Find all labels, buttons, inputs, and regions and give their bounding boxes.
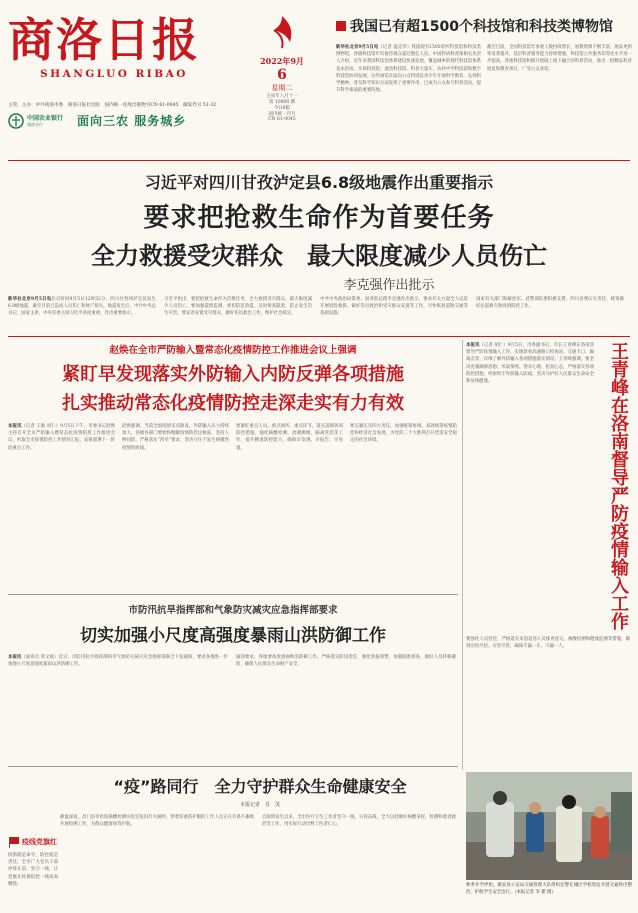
masthead-title-en: SHANGLUO RIBAO	[40, 68, 188, 80]
epidemic-body3: 要紧盯重点人员、重点场所、重点环节，落实落细各项防控措施，强化核酸检测、流调溯源、隔离管控等工作，提升精准防控能力，确保早发现、早报告、早处置。	[236, 424, 343, 451]
date-footnote1: 国内统一刊号	[268, 112, 296, 117]
lead-body1: 北京时间9月5日12时52分，四川甘孜州泸定县发生6.8级地震，截至目前已造成人员伤亡和财产损失。地震发生后，中共中央总书记、国家主席、中央军委主席习近平高度重视，作出重要指示。	[8, 297, 156, 317]
traffic-police-photo	[466, 772, 632, 880]
flood-headline: 切实加强小尺度高强度暴雨山洪防御工作	[80, 626, 386, 646]
top-story-headline: 我国已有超1500个科技馆和科技类博物馆	[350, 19, 613, 35]
epidemic2-body1: 静谧深夜，昌门县市医院核酸检测实验室依旧灯火通明，穿着厚重防护服的工作人员正在有条不紊地开展检测工作，为群众健康保驾护航。	[60, 815, 254, 828]
party-flag-icon	[8, 836, 20, 848]
party-sidebar	[8, 836, 58, 911]
epidemic2-headline: “疫”路同行 全力守护群众生命健康安全	[113, 777, 407, 796]
masthead	[8, 14, 220, 98]
date-year-month: 2022年9月	[260, 56, 304, 66]
divider	[8, 594, 458, 595]
wang-body1: （记者 胡仁）9月5日，市委副书记、市长王青峰在洛南县督导严防疫情输入工作，实地察看高速路口检查站、交通卡口、隔离点等，详细了解外防输入各项措施落实情况。	[466, 343, 594, 363]
wang-body2: 王青峰强调，要坚决克服麻痹思想、厌战情绪、侥幸心理、松劲心态，严格落实各项防控措施，织密织牢外防输入防线，坚决守护好人民群众生命安全和身体健康。	[466, 357, 594, 385]
top-story-body3: 截至目前，全国科技馆年参观人数持续增长，展教资源不断丰富，展品更新率显著提升，基层科普服务能力持续增强，科技馆公共服务均等化水平进一步提高。	[487, 45, 632, 65]
top-story-body2: 这些场馆在面向公众特别是青少年开展科学教育、弘扬科学精神、普及科学知识方面发挥了重要作用，已成为公众参与科普活动、提升科学素质的重要阵地。	[336, 73, 481, 94]
top-story	[336, 16, 632, 164]
lead-kicker: 习近平对四川甘孜泸定县6.8级地震作出重要指示	[144, 173, 494, 192]
wang-story	[466, 342, 632, 772]
flag-logo-icon	[262, 12, 302, 52]
date-issue: 第 10068 期	[268, 100, 296, 105]
epidemic-headline-1: 紧盯早发现落实外防输入内防反弹各项措施	[62, 364, 404, 385]
epidemic2-byline: 本报记者 肖 茂	[239, 802, 280, 808]
epidemic-body1: （记者 王敏 胡仁）9月5日下午，市委书记赵焕主持召开全市严防输入暨常态化疫情防控工作推进会议，听取全市疫情防控工作情况汇报，安排部署下一阶段重点工作。	[8, 424, 115, 451]
bank-logo-icon	[8, 113, 24, 129]
lead-headline-1: 要求把抢救生命作为首要任务	[143, 203, 495, 233]
date-day: 6	[277, 67, 287, 83]
flood-dateline: 本报讯	[8, 655, 22, 660]
date-box	[236, 12, 328, 138]
top-story-body4: 各地科技馆积极开展线上线下融合的科普活动，推出一批精品科普展览和教育项目，广受公众欢迎。	[487, 59, 632, 72]
flood-story	[8, 602, 458, 737]
date-lunar: 壬寅年八月十一	[266, 94, 298, 99]
epidemic-dateline: 本报讯	[8, 424, 22, 429]
epidemic-kicker: 赵焕在全市严防输入暨常态化疫情防控工作推进会议上强调	[109, 345, 357, 356]
top-story-body1: （记者 温竞华）我国现有1500余所科技馆和科技类博物馆，各级科技馆年均接待观众超过数亿人次。中国科协科普部相关负责人介绍，近年来我国科技馆体系建设快速发展，覆盖城乡的现代科技馆体系基本形成，实体科技馆、流动科技馆、科普大篷车、农村中学科技馆和数字科技馆协同发展。	[336, 45, 481, 79]
epidemic2-story	[60, 774, 460, 910]
epidemic-body4: 要压紧压实四方责任，加强统筹协调，高效统筹疫情防控和经济社会发展，为党的二十大胜利召开营造安全稳定的社会环境。	[350, 424, 457, 444]
masthead-title: 商洛日报	[8, 13, 200, 67]
epidemic-story	[8, 342, 458, 592]
column-divider	[462, 340, 463, 770]
epidemic2-body2: 自疫情发生以来，全市医疗卫生工作者坚守一线、日夜奋战，全力以赴做好核酸采样、检测和患者救治等工作，用实际行动诠释了医者仁心。	[262, 815, 456, 828]
top-story-dateline: 新华社北京9月5日电	[336, 45, 379, 50]
divider	[8, 160, 630, 161]
epidemic-body2: 赵焕强调，当前全国疫情多点散发，外防输入压力持续加大，各级各部门要始终绷紧疫情防控这根弦，坚持人物同防，严格落实“四早”要求，坚决守住不发生规模性疫情的底线。	[122, 424, 229, 451]
bank-ad	[8, 112, 234, 148]
date-pages: 今日8版	[273, 106, 291, 111]
bank-sub: 商洛分行	[27, 122, 43, 127]
wang-body3: 要强化人员管控，严格落实来洛返洛人员排查登记、核酸检测和健康监测等措施，做到应检尽检、应管尽管，确保不漏一车、不漏一人。	[466, 637, 630, 650]
flood-kicker: 市防汛抗旱指挥部和气象防灾减灾应急指挥部要求	[128, 605, 338, 616]
square-bullet-icon	[336, 21, 346, 31]
lead-body	[8, 296, 630, 332]
date-footnote2: CN 61-0045	[268, 117, 296, 122]
party-title: 疫线党旗红	[22, 837, 57, 846]
lead-headline-2: 全力救援受灾群众 最大限度减少人员伤亡	[91, 242, 547, 270]
lead-body2: 习近平指出，要把抢救生命作为首要任务，全力救援受灾群众，最大限度减少人员伤亡。要加强震情监测，密切防范余震，及时排查隐患，防止发生次生灾害。要妥善安置受灾群众，做好伤员救治工作，维护社会稳定。	[164, 297, 312, 317]
wang-dateline: 本报讯	[466, 343, 480, 348]
divider	[8, 766, 458, 767]
flood-body2: 通知要求，各地要高度重视秋汛防御工作，严格落实防汛责任，强化预报预警，加强隐患排查，做好人员转移避险，确保人民群众生命财产安全。	[236, 655, 456, 668]
date-weekday: 星期二	[271, 84, 293, 92]
photo-caption: 秋季开学伊始，镇安县公安局交通管理大队组织民警在城区学校周边开展交通秩序整治，护航学生安全出行。（本报记者 李 建 摄）	[466, 883, 632, 896]
lead-dateline: 新华社北京9月5日电	[8, 297, 52, 302]
lead-body4: 国家有关部门和解放军、武警部队要积极支援，四川省要压实责任，统筹做好抗震救灾和疫情防控工作。	[476, 297, 624, 310]
lead-body3: 中共中央政治局常委、国务院总理李克强作出批示，要求有关方面全力以赴开展抢险救援，做好伤员救治和受灾群众安置等工作，尽快恢复道路交通等基础设施。	[320, 297, 468, 317]
bank-slogan: 面向三农 服务城乡	[77, 114, 187, 128]
wang-vertical-headline: 王青峰在洛南督导严防疫情输入工作	[608, 342, 629, 630]
flood-body1: （通讯员 常文斌）近日，市防汛抗旱指挥部和市气象防灾减灾应急指挥部联合下发通知，要求各地进一步加强小尺度高强度暴雨山洪防御工作。	[8, 655, 228, 668]
lead-subhead: 李克强作出批示	[343, 278, 435, 293]
masthead-info: 主管、主办：中共商洛市委 商洛日报社出版 国内统一连续出版物号CN 61-0045 邮发代号 51-32	[8, 103, 217, 108]
bank-name: 中国农业银行	[27, 115, 64, 122]
divider	[8, 336, 630, 337]
epidemic-headline-2: 扎实推动常态化疫情防控走深走实有力有效	[62, 393, 404, 414]
party-body: 疫情就是命令，防控就是责任。全市广大党员干部冲锋在前，坚守一线，让党旗在疫情防控一线高高飘扬。	[8, 853, 58, 887]
